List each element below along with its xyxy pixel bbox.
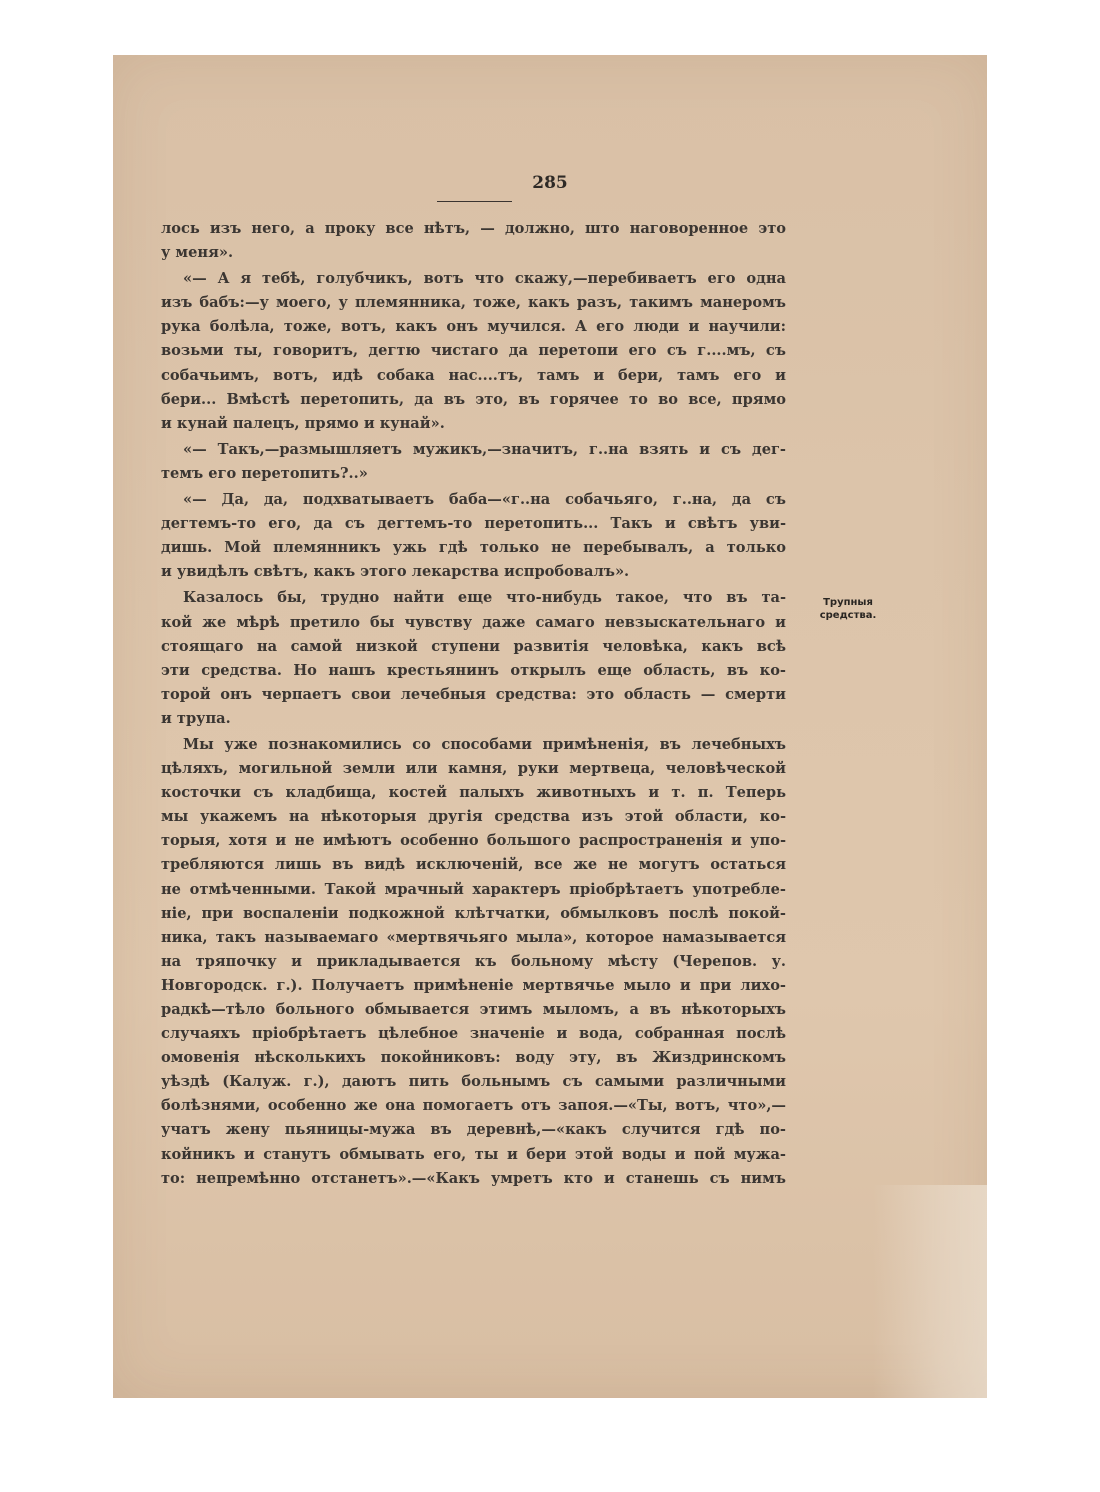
text-line: и кунай палецъ, прямо и кунай».: [161, 414, 445, 432]
text-line: у меня».: [161, 244, 234, 262]
text-line: собачьимъ, вотъ, идѣ собака нас....тъ, тамъ и бери, тамъ его и: [161, 366, 786, 384]
margin-note: [803, 596, 893, 622]
text-line: кой же мѣрѣ претило бы чувству даже самаго невзыскательнаго и: [161, 613, 786, 631]
text-line: дишь. Мой племянникъ ужь гдѣ только не перебывалъ, а только: [161, 539, 786, 557]
page-number-rule: [437, 201, 512, 202]
text-line: эти средства. Но нашъ крестьянинъ открылъ еще область, въ ко-: [161, 661, 786, 679]
text-line: ніе, при воспаленіи подкожной клѣтчатки, обмылковъ послѣ покой-: [161, 904, 786, 922]
text-line: ника, такъ называемаго «мертвячьяго мыла», которое намазывается: [161, 928, 786, 946]
text-line: болѣзнями, особенно же она помогаетъ отъ запоя.—«Ты, вотъ, что»,—: [161, 1097, 786, 1115]
text-line: цѣляхъ, могильной земли или камня, руки мертвеца, человѣческой: [161, 760, 786, 778]
text-line: Новгородск. г.). Получаетъ примѣненіе мертвячье мыло и при лихо-: [161, 976, 786, 994]
text-line: торыя, хотя и не имѣютъ особенно большого распространенія и упо-: [161, 832, 786, 850]
text-line: койникъ и станутъ обмывать его, ты и бери этой воды и пой мужа-: [161, 1145, 786, 1163]
text-line: темъ его перетопить?..»: [161, 464, 368, 482]
text-line: учатъ жену пьяницы-мужа въ деревнѣ,—«какъ случится гдѣ по-: [161, 1121, 786, 1139]
text-line: возьми ты, говоритъ, дегтю чистаго да перетопи его съ г....мъ, съ: [161, 342, 786, 360]
text-line: «— Да, да, подхватываетъ баба—«г..на собачьяго, г..на, да съ: [183, 491, 786, 509]
text-line: лось изъ него, а проку все нѣтъ, — должно, што наговоренное это: [161, 220, 786, 237]
text-line: не отмѣченными. Такой мрачный характеръ пріобрѣтаетъ употребле-: [161, 880, 786, 898]
text-line: Казалось бы, трудно найти еще что-нибудь такое, что въ та-: [183, 589, 786, 607]
margin-note-line: средства.: [819, 610, 877, 621]
text-line: уѣздѣ (Калуж. г.), даютъ пить больнымъ съ самыми различными: [161, 1073, 786, 1091]
text-line: «— А я тебѣ, голубчикъ, вотъ что скажу,—перебиваетъ его одна: [183, 270, 786, 288]
text-line: Мы уже познакомились со способами примѣненія, въ лечебныхъ: [183, 735, 786, 753]
text-line: и увидѣлъ свѣтъ, какъ этого лекарства испробовалъ».: [161, 563, 630, 581]
text-line: то: непремѣнно отстанетъ».—«Какъ умретъ кто и станешь съ нимъ: [161, 1169, 786, 1187]
page-shadow: [873, 1185, 987, 1398]
text-line: радкѣ—тѣло больного обмывается этимъ мыломъ, а въ нѣкоторыхъ: [161, 1001, 786, 1018]
text-line: торой онъ черпаетъ свои лечебныя средства: это область — смерти: [161, 685, 786, 703]
margin-note-line: Трупныя: [823, 597, 873, 608]
text-line: на тряпочку и прикладывается къ больному мѣсту (Черепов. у.: [161, 952, 786, 970]
scanned-page: [113, 55, 987, 1398]
text-line: требляются лишь въ видѣ исключеній, все же не могутъ остаться: [161, 856, 786, 874]
page-number: 285: [532, 173, 568, 193]
text-line: и трупа.: [161, 709, 231, 727]
text-line: стоящаго на самой низкой ступени развитія человѣка, какъ всѣ: [161, 637, 786, 655]
text-line: мы укажемъ на нѣкоторыя другія средства изъ этой области, ко-: [161, 808, 786, 826]
text-line: случаяхъ пріобрѣтаетъ цѣлебное значеніе и вода, собранная послѣ: [161, 1025, 786, 1043]
body-text: [161, 217, 786, 1191]
text-line: «— Такъ,—размышляетъ мужикъ,—значитъ, г..на взять и съ дег-: [183, 440, 786, 458]
text-line: косточки съ кладбища, костей палыхъ животныхъ и т. п. Теперь: [161, 784, 786, 802]
text-line: изъ бабъ:—у моего, у племянника, тоже, какъ разъ, такимъ манеромъ: [161, 294, 786, 312]
text-line: дегтемъ-то его, да съ дегтемъ-то перетопить... Такъ и свѣтъ уви-: [161, 515, 786, 533]
text-line: омовенія нѣсколькихъ покойниковъ: воду эту, въ Жиздринскомъ: [161, 1049, 786, 1067]
text-line: бери... Вмѣстѣ перетопить, да въ это, въ горячее то во все, прямо: [161, 390, 786, 408]
text-line: рука болѣла, тоже, вотъ, какъ онъ мучился. А его люди и научили:: [161, 318, 786, 336]
